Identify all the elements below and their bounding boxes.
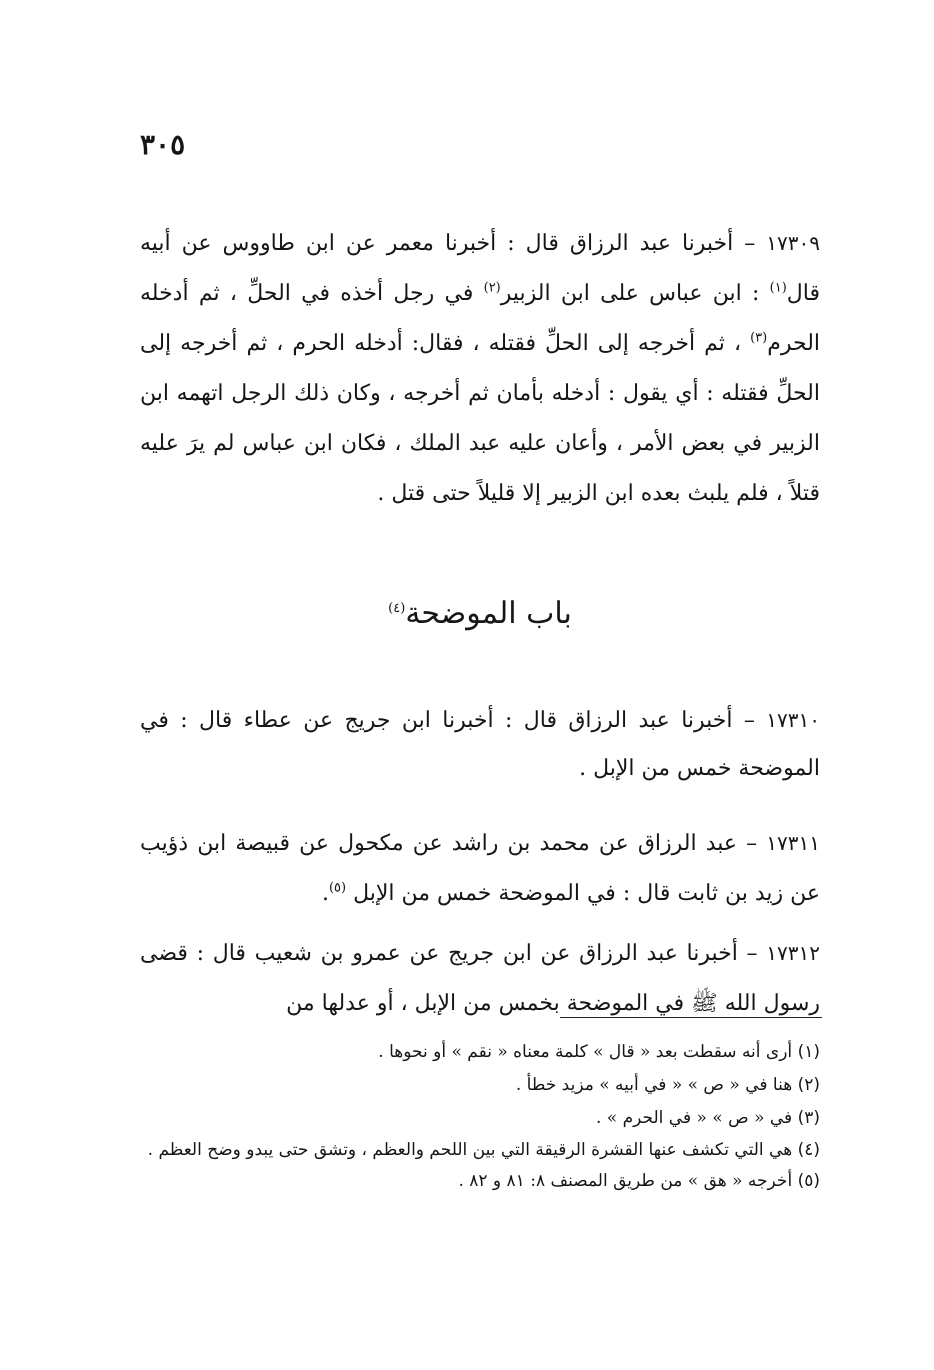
footnote <box>140 1165 820 1198</box>
hadith-number: ١٧٣٠٩ <box>766 231 820 255</box>
hadith-17311 <box>140 818 820 919</box>
footnote-number: (٤) <box>797 1140 820 1160</box>
chapter-title: باب الموضحة <box>405 596 572 631</box>
footnote-text: في « ص » « في الحرم » . <box>596 1108 793 1128</box>
footnote-text: أخرجه « هق » من طريق المصنف ٨: ٨١ و ٨٢ . <box>458 1171 793 1191</box>
hadith-text: ، ثم أخرجه إلى الحلِّ فقتله ، فقال: أدخله الحرم ، ثم أخرجه إلى الحلِّ فقتله : أي يقول : أدخله بأمان ثم أخرجه ، وكان ذلك الرجل اتهمه ابن الزبير في بعض الأمر ، وأعان عليه عبد الملك ، فكان ابن عباس لم يرَ عليه قتلاً ، فلم يلبث بعده ابن الزبير إلا قليلاً حتى قتل . <box>140 331 820 506</box>
hadith-text: – أخبرنا عبد الرزاق قال : أخبرنا معمر عن ابن طاووس عن أبيه قال <box>140 231 820 306</box>
footnote-text: هنا في « ص » « في أبيه » مزيد خطأ . <box>515 1075 793 1095</box>
chapter-heading <box>140 596 820 631</box>
footnote-ref: (٣) <box>750 330 768 346</box>
hadith-17310 <box>140 696 820 793</box>
hadith-number: ١٧٣١٢ <box>766 941 820 965</box>
hadith-17309 <box>140 218 820 519</box>
hadith-text: – أخبرنا عبد الرزاق عن ابن جريج عن عمرو بن شعيب قال : قضى رسول الله ﷺ في الموضحة بخمس من الإبل ، أو عدلها من <box>140 941 820 1016</box>
footnote <box>140 1135 820 1165</box>
footnote-divider <box>560 1017 822 1018</box>
hadith-17312 <box>140 928 820 1029</box>
footnote-number: (٢) <box>797 1075 820 1095</box>
hadith-end: . <box>321 881 329 906</box>
hadith-text: في رجل أخذه في الحلِّ ، ثم أدخله الحرم <box>140 281 821 356</box>
hadith-text: – عبد الرزاق عن محمد بن راشد عن مكحول عن قبيصة ابن ذؤيب عن زيد بن ثابت قال : في الموضحة خمس من الإبل <box>140 831 820 906</box>
footnote-text: أرى أنه سقطت بعد « قال » كلمة معناه « نقم » أو نحوها . <box>378 1042 793 1062</box>
page-number: ٣٠٥ <box>140 128 186 161</box>
footnote-ref: (١) <box>769 280 787 296</box>
footnote <box>140 1036 820 1069</box>
footnote-number: (٥) <box>797 1171 820 1191</box>
footnote-ref: (٢) <box>483 280 501 296</box>
footnotes <box>140 1036 820 1198</box>
footnote-ref: (٤) <box>388 601 406 616</box>
footnote-text: هي التي تكشف عنها القشرة الرقيقة التي بين اللحم والعظم ، وتشق حتى يبدو وضح العظم . <box>147 1140 793 1160</box>
hadith-text: – أخبرنا عبد الرزاق قال : أخبرنا ابن جريج عن عطاء قال : في الموضحة خمس من الإبل . <box>140 708 820 781</box>
footnote-number: (١) <box>797 1042 820 1062</box>
hadith-number: ١٧٣١٠ <box>766 708 821 732</box>
footnote-number: (٣) <box>797 1108 820 1128</box>
footnote <box>140 1069 820 1102</box>
footnote-ref: (٥) <box>328 880 347 896</box>
hadith-number: ١٧٣١١ <box>766 831 821 855</box>
footnote <box>140 1102 820 1135</box>
hadith-text: : ابن عباس على ابن الزبير <box>500 281 760 306</box>
